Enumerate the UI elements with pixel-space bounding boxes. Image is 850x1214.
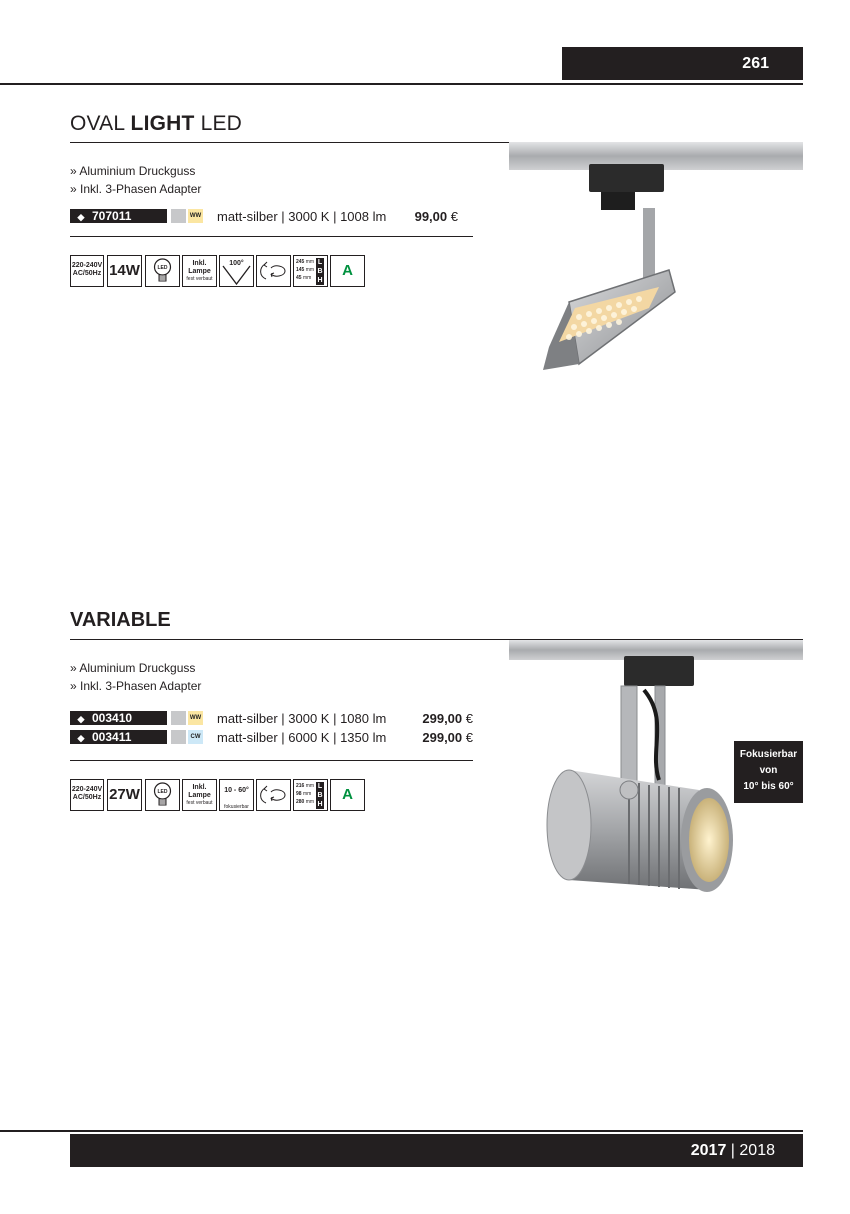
feature-line: » Aluminium Druckguss xyxy=(70,164,196,178)
variant-price: 99,00 € xyxy=(414,209,458,224)
svg-text:LED: LED xyxy=(157,265,168,271)
variant-price: 299,00 € xyxy=(422,730,473,745)
row-rule xyxy=(70,236,473,237)
article-number: ◆ 003410 xyxy=(70,711,167,725)
dimensions-icon: 245 mm 145 mm 45 mm L B H xyxy=(293,255,328,287)
lamp-included-icon: Inkl. Lampe fest verbaut xyxy=(182,255,217,287)
product-title-variable: VARIABLE xyxy=(70,609,171,631)
variant-description: matt-silber | 3000 K | 1008 lm xyxy=(217,209,387,224)
color-swatch-silver xyxy=(171,209,186,223)
focus-callout: Fokusierbar von 10° bis 60° xyxy=(734,741,803,803)
voltage-icon: 220-240V AC/50Hz xyxy=(70,255,104,287)
beam-angle-icon: 10 - 60° fokusierbar xyxy=(219,779,254,811)
wattage-icon: 14W xyxy=(107,255,142,287)
header-rule xyxy=(0,83,803,85)
article-number: ◆ 707011 xyxy=(70,209,167,223)
beam-angle-icon: 100° xyxy=(219,255,254,287)
rotate-tilt-icon xyxy=(256,255,291,287)
product-title-oval-light: OVAL LIGHT LED xyxy=(70,112,243,135)
feature-line: » Aluminium Druckguss xyxy=(70,661,196,675)
energy-class-icon: A xyxy=(330,779,365,811)
footer-rule xyxy=(0,1130,803,1132)
svg-text:LED: LED xyxy=(157,789,168,795)
lamp-included-icon: Inkl. Lampe fest verbaut xyxy=(182,779,217,811)
page-number: 261 xyxy=(562,47,803,80)
variant-description: matt-silber | 3000 K | 1080 lm xyxy=(217,711,387,726)
feature-line: » Inkl. 3-Phasen Adapter xyxy=(70,182,202,196)
footer-year-bar: 2017 | 2018 xyxy=(70,1134,803,1167)
oval-light-product-image xyxy=(509,142,803,374)
variant-description: matt-silber | 6000 K | 1350 lm xyxy=(217,730,387,745)
color-swatch-silver xyxy=(171,730,186,744)
led-bulb-icon xyxy=(145,779,180,811)
variant-price: 299,00 € xyxy=(422,711,473,726)
article-number: ◆ 003411 xyxy=(70,730,167,744)
temp-badge-cw: CW xyxy=(188,730,203,744)
feature-line: » Inkl. 3-Phasen Adapter xyxy=(70,679,202,693)
row-rule xyxy=(70,760,473,761)
temp-badge-ww: WW xyxy=(188,209,203,223)
rotate-tilt-icon xyxy=(256,779,291,811)
wattage-icon: 27W xyxy=(107,779,142,811)
led-bulb-icon xyxy=(145,255,180,287)
dimensions-icon: 216 mm 98 mm 280 mm L B H xyxy=(293,779,328,811)
color-swatch-silver xyxy=(171,711,186,725)
temp-badge-ww: WW xyxy=(188,711,203,725)
energy-class-icon: A xyxy=(330,255,365,287)
voltage-icon: 220-240V AC/50Hz xyxy=(70,779,104,811)
